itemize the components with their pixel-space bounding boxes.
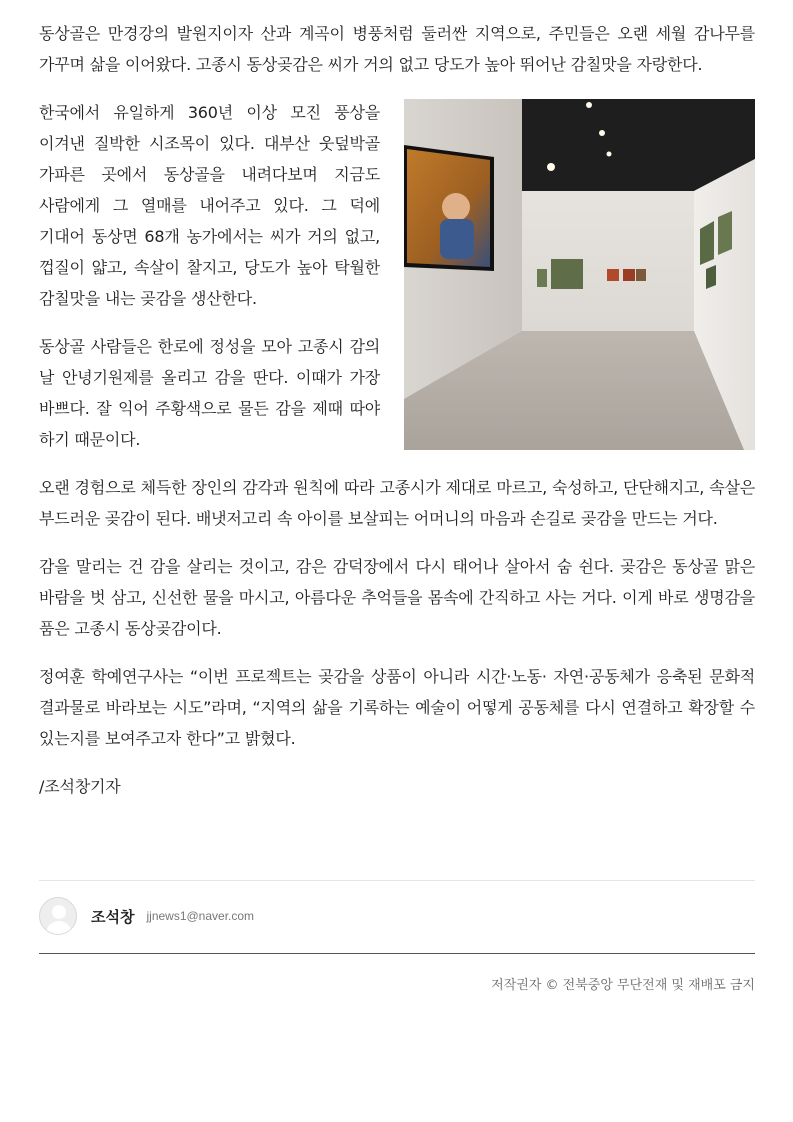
avatar[interactable] — [39, 897, 77, 935]
gallery-photo-graphic — [404, 99, 755, 450]
reporter-email[interactable]: jjnews1@naver.com — [146, 909, 255, 923]
footer-divider — [39, 953, 755, 954]
reporter-name[interactable]: 조석창 — [91, 907, 135, 926]
photo-section — [39, 97, 755, 534]
avatar-head-shape — [52, 905, 66, 919]
copyright-notice: 저작권자 © 전북중앙 무단전재 및 재배포 금지 — [491, 978, 755, 993]
article-paragraph: 동상골은 만경강의 발원지이자 산과 계곡이 병풍처럼 둘러싼 지역으로, 주민들은 오랜 세월 감나무를 가꾸며 삶을 이어왔다. 고종시 동상곶감은 씨가 거의 없고 당도가 높아 뛰어난 감칠맛을 자랑한다. — [39, 24, 755, 74]
reporter-signature: /조석창기자 — [39, 777, 121, 796]
article-paragraph: 한국에서 유일하게 360년 이상 모진 풍상을 이겨낸 질박한 시조목이 있다. 대부산 웃덮박골 가파른 곳에서 동상골을 내려다보며 지금도 사람에게 그 열매를 내어주고 있다. 그 덕에 기대어 동상면 68개 농가에서는 씨가 거의 없고, 껍질이 얇고, 속살이 찰지고, 당도가 높아 탁월한 감칠맛을 내는 곶감을 생산한다. — [39, 103, 380, 308]
article-body — [39, 18, 755, 819]
article-paragraph: 감을 말리는 건 감을 살리는 것이고, 감은 감덕장에서 다시 태어나 살아서 숨 쉰다. 곶감은 동상골 맑은 바람을 벗 삼고, 신선한 물을 마시고, 아름다운 추억들을 몸속에 간직하고 사는 거다. 이게 바로 생명감을 품은 고종시 동상곶감이다. — [39, 557, 755, 638]
article-paragraph: 정여훈 학예연구사는 “이번 프로젝트는 곶감을 상품이 아니라 시간·노동· 자연·공동체가 응축된 문화적 결과물로 바라보는 시도”라며, “지역의 삶을 기록하는 예술이 어떻게 공동체를 다시 연결하고 확장할 수 있는지를 보여주고자 한다”고 밝혔다. — [39, 667, 755, 748]
avatar-body-shape — [46, 921, 72, 935]
article-paragraph: 동상골 사람들은 한로에 정성을 모아 고종시 감의 날 안녕기원제를 올리고 감을 딴다. 이때가 가장 바쁘다. 잘 익어 주황색으로 물든 감을 제때 따야 하기 때문이다. — [39, 337, 380, 449]
byline-divider — [39, 880, 755, 881]
gallery-photo[interactable] — [404, 99, 755, 450]
article-paragraph: 오랜 경험으로 체득한 장인의 감각과 원칙에 따라 고종시가 제대로 마르고, 숙성하고, 단단해지고, 속살은 부드러운 곶감이 된다. 배냇저고리 속 아이를 보살피는 어머니의 마음과 손길로 곶감을 만드는 거다. — [39, 478, 755, 528]
reporter-byline — [39, 896, 755, 936]
